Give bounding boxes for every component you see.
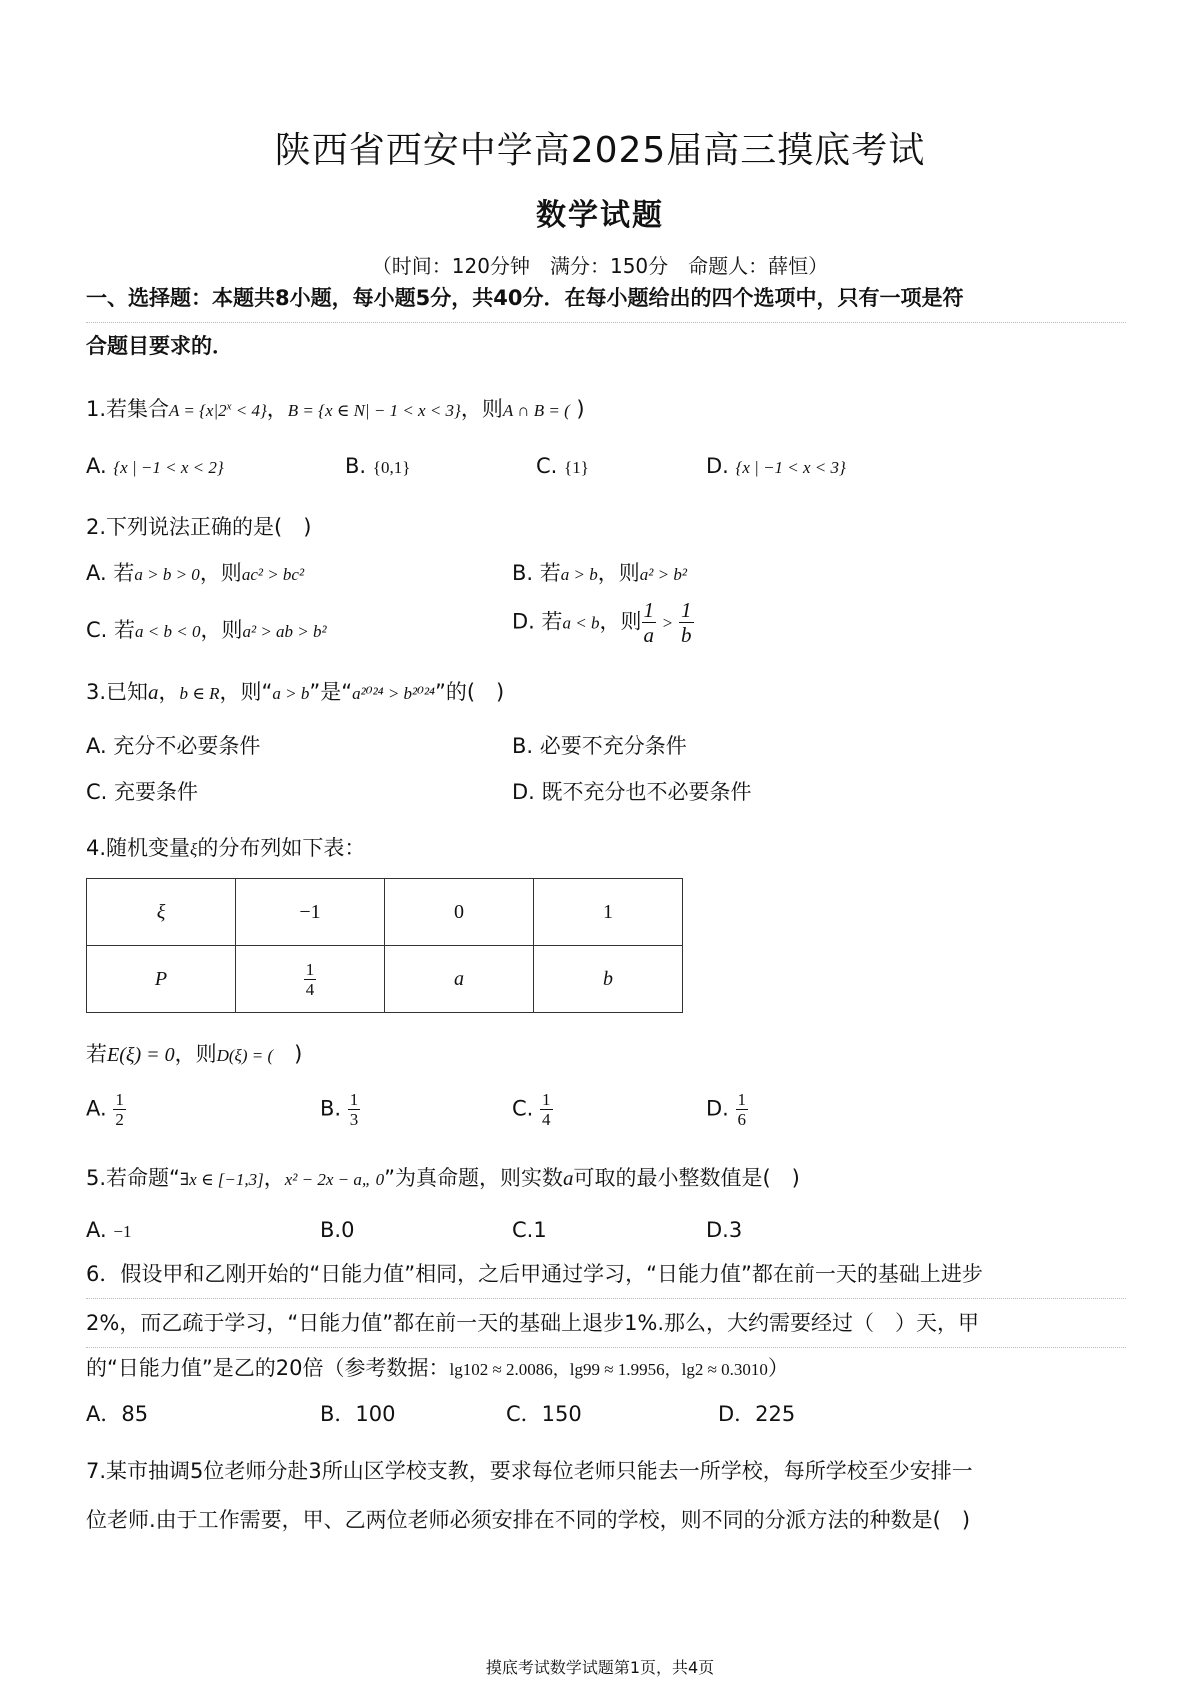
q6-c-text: 150 xyxy=(541,1402,582,1426)
q1-option-d[interactable] xyxy=(706,454,846,478)
q3-c-text: 充要条件 xyxy=(114,780,199,804)
table-cell-xi: ξ xyxy=(87,879,236,946)
q1-prefix: 1.若集合 xyxy=(86,397,170,421)
q6-d-label: D． xyxy=(718,1402,756,1426)
q1-option-a[interactable] xyxy=(86,454,224,478)
q4-a-label: A. xyxy=(86,1096,107,1121)
q5-option-c[interactable] xyxy=(512,1218,547,1242)
q3-d-text: 既不充分也不必要条件 xyxy=(541,780,752,804)
dotted-divider xyxy=(86,322,1126,323)
q2-c-pre: 若 xyxy=(114,618,136,642)
q3-option-c[interactable] xyxy=(86,776,198,806)
q6-c-label: C． xyxy=(506,1402,542,1426)
q4-c-label: C. xyxy=(512,1096,534,1121)
q1-set-a-exp: x xyxy=(226,400,232,413)
q6-line3-post: ） xyxy=(767,1356,789,1380)
table-cell-prob: b xyxy=(534,946,683,1013)
table-frac xyxy=(304,960,317,999)
q5-c-text: 1 xyxy=(533,1218,547,1242)
q3-prefix: 3.已知 xyxy=(86,680,149,704)
exam-title: 陕西省西安中学高2025届高三摸底考试 xyxy=(274,130,926,171)
q4-option-c[interactable] xyxy=(512,1090,553,1129)
q5-option-a[interactable] xyxy=(86,1218,131,1242)
q5-sep: ， xyxy=(263,1166,285,1190)
q2-d-den1: a xyxy=(643,623,655,647)
q6-d-text: 225 xyxy=(755,1402,796,1426)
q2-a-cond: a > b > 0 xyxy=(134,565,200,584)
q4-d-den: 6 xyxy=(737,1110,747,1129)
q2-c-label: C. xyxy=(86,618,108,642)
q4-ask: D(ξ) = ( xyxy=(216,1046,274,1065)
q4-b-num: 1 xyxy=(349,1090,359,1109)
q1-option-b-text: {0,1} xyxy=(372,458,411,477)
distribution-table xyxy=(86,878,683,1013)
q4-stem-pre: 4.随机变量 xyxy=(86,836,191,860)
q2-d-frac-2 xyxy=(679,598,694,647)
q3-b-label: B. xyxy=(512,734,534,758)
table-frac-num: 1 xyxy=(305,959,315,979)
q3-c-label: C. xyxy=(86,780,108,804)
q2-d-num1: 1 xyxy=(643,598,655,622)
q2-c-cond: a < b < 0 xyxy=(135,622,201,641)
q5-c-label: C. xyxy=(512,1218,534,1242)
q2-b-res: a² > b² xyxy=(639,565,687,584)
table-cell-value: 0 xyxy=(385,879,534,946)
q5-b-label: B. xyxy=(320,1218,342,1242)
page-footer: 摸底考试数学试题第1页，共4页 xyxy=(485,1658,715,1677)
table-cell-p: P xyxy=(87,946,236,1013)
q1-option-c[interactable] xyxy=(536,454,589,478)
q2-b-mid: ，则 xyxy=(597,561,640,585)
q1-suffix: ，则 xyxy=(460,397,503,421)
q4-d-label: D. xyxy=(706,1096,729,1121)
q1-option-b-label: B. xyxy=(345,454,367,478)
q4-option-d[interactable] xyxy=(706,1090,748,1129)
q1-option-d-text: {x | −1 < x < 3} xyxy=(735,458,846,477)
q6-option-d[interactable] xyxy=(718,1398,795,1428)
q2-option-d[interactable] xyxy=(512,598,694,647)
q3-option-d[interactable] xyxy=(512,776,752,806)
q1-set-a-tail: < 4} xyxy=(231,401,267,420)
q3-a-label: A. xyxy=(86,734,107,758)
question-6-line1: 6．假设甲和乙刚开始的“日能力值”相同，之后甲通过学习，“日能力值”都在前一天的基础上进步 xyxy=(86,1262,983,1286)
q3-d-label: D. xyxy=(512,780,535,804)
question-7-line1: 7.某市抽调5位老师分赴3所山区学校支教，要求每位老师只能去一所学校，每所学校至少安排一 xyxy=(86,1459,973,1483)
section-heading-line1: 一、选择题：本题共8小题，每小题5分，共40分．在每小题给出的四个选项中，只有一项是符 xyxy=(86,286,964,310)
q4-b-den: 3 xyxy=(349,1110,359,1129)
q6-option-b[interactable] xyxy=(320,1398,396,1428)
q2-d-num2: 1 xyxy=(681,598,692,622)
q4-a-frac xyxy=(113,1090,126,1129)
question-4-stem xyxy=(86,832,365,862)
q3-b-text: 必要不充分条件 xyxy=(539,734,687,758)
q4-b-label: B. xyxy=(320,1096,342,1121)
q2-c-res: a² > ab > b² xyxy=(242,622,327,641)
question-1-stem xyxy=(86,393,585,423)
table-row xyxy=(87,946,683,1013)
q6-option-a[interactable] xyxy=(86,1398,148,1428)
q6-ref-data: lg102 ≈ 2.0086，lg99 ≈ 1.9956，lg2 ≈ 0.3010 xyxy=(449,1360,768,1379)
table-row xyxy=(87,879,683,946)
q6-option-c[interactable] xyxy=(506,1398,582,1428)
q1-set-a-text: A = {x|2 xyxy=(169,401,227,420)
q2-a-label: A. xyxy=(86,561,107,585)
dotted-divider xyxy=(86,1347,1126,1348)
q6-line3-pre: 的“日能力值”是乙的20倍（参考数据： xyxy=(86,1356,450,1380)
q4-xi: ξ xyxy=(190,840,198,859)
q1-set-b: B = {x ∈ N| − 1 < x < 3} xyxy=(287,401,461,420)
q4-b-frac xyxy=(348,1090,361,1129)
q3-then: ，则“ xyxy=(219,680,273,704)
table-cell-value: −1 xyxy=(236,879,385,946)
table-cell-prob: a xyxy=(385,946,534,1013)
q4-option-a[interactable] xyxy=(86,1090,126,1129)
q2-b-pre: 若 xyxy=(539,561,561,585)
q4-d-num: 1 xyxy=(737,1090,747,1109)
dotted-divider xyxy=(86,1298,1126,1299)
q5-suffix: ”为真命题，则实数 xyxy=(384,1166,563,1190)
q2-b-cond: a > b xyxy=(560,565,598,584)
q3-tail: ”的( ) xyxy=(434,680,505,704)
q5-b-text: 0 xyxy=(341,1218,355,1242)
q5-tail: 可取的最小整数值是( ) xyxy=(573,1166,800,1190)
subject-title: 数学试题 xyxy=(536,198,664,233)
q2-c-mid: ，则 xyxy=(200,618,243,642)
q4-c-frac xyxy=(540,1090,553,1129)
q4-a-den: 2 xyxy=(115,1110,124,1129)
q2-a-res: ac² > bc² xyxy=(241,565,305,584)
q5-expr2: x² − 2x − a„ 0 xyxy=(284,1170,385,1189)
q2-d-gt: > xyxy=(662,613,673,633)
question-3-stem xyxy=(86,676,504,706)
table-frac-den: 4 xyxy=(305,979,315,999)
q3-p: a > b xyxy=(272,684,310,703)
q1-option-b[interactable] xyxy=(345,454,410,478)
q3-sep: ， xyxy=(158,680,180,704)
q6-b-text: 100 xyxy=(355,1402,396,1426)
q4-option-b[interactable] xyxy=(320,1090,360,1129)
q1-set-a xyxy=(169,401,267,420)
q2-a-pre: 若 xyxy=(113,561,135,585)
q6-a-text: 85 xyxy=(121,1402,149,1426)
q4-stem-post: 的分布列如下表： xyxy=(197,836,366,860)
q4-c-den: 4 xyxy=(542,1110,551,1129)
q5-expr1: ∃x ∈ [−1,3] xyxy=(179,1170,264,1189)
question-5-stem xyxy=(86,1162,800,1192)
q2-d-cond: a < b xyxy=(562,613,600,633)
q2-d-pre: 若 xyxy=(541,609,563,634)
table-cell-prob xyxy=(236,946,385,1013)
q4-cond-mid: ，则 xyxy=(174,1042,217,1066)
q1-option-a-text: {x | −1 < x < 2} xyxy=(113,458,224,477)
exam-info: （时间：120分钟 满分：150分 命题人：薛恒） xyxy=(371,254,829,278)
q1-option-a-label: A. xyxy=(86,454,107,478)
q6-a-label: A． xyxy=(86,1402,122,1426)
q2-a-mid: ，则 xyxy=(199,561,242,585)
q1-option-c-label: C. xyxy=(536,454,558,478)
q2-d-mid: ，则 xyxy=(599,609,642,634)
q2-b-label: B. xyxy=(512,561,534,585)
q2-option-c[interactable] xyxy=(86,614,327,644)
q5-a-label: A. xyxy=(86,1218,107,1242)
q3-a: a xyxy=(148,680,159,704)
q1-option-d-label: D. xyxy=(706,454,729,478)
q6-b-label: B． xyxy=(320,1402,356,1426)
q2-option-a[interactable] xyxy=(86,557,304,587)
q2-d-den2: b xyxy=(681,623,692,647)
q5-prefix: 5.若命题“ xyxy=(86,1166,180,1190)
q4-c-num: 1 xyxy=(542,1090,551,1109)
q3-option-a[interactable] xyxy=(86,730,260,760)
q3-option-b[interactable] xyxy=(512,730,687,760)
table-cell-value: 1 xyxy=(534,879,683,946)
q1-option-c-text: {1} xyxy=(564,458,589,477)
q1-close: ) xyxy=(569,397,585,421)
q5-a-text: −1 xyxy=(113,1222,132,1241)
q3-q: a²⁰²⁴ > b²⁰²⁴ xyxy=(352,684,435,703)
question-6-line2: 2%，而乙疏于学习，“日能力值”都在前一天的基础上退步1%.那么，大约需要经过（ ）天，甲 xyxy=(86,1311,980,1335)
question-2-stem: 2.下列说法正确的是( ) xyxy=(86,515,312,539)
q4-ask-close: ) xyxy=(273,1042,303,1066)
question-7-line2: 位老师.由于工作需要，甲、乙两位老师必须安排在不同的学校，则不同的分派方法的种数是( ) xyxy=(86,1508,971,1532)
q3-a-text: 充分不必要条件 xyxy=(113,734,261,758)
question-4-condition xyxy=(86,1038,302,1068)
question-6-line3 xyxy=(86,1352,789,1382)
q5-a: a xyxy=(562,1166,574,1190)
q3-is: ”是“ xyxy=(309,680,353,704)
q2-d-frac-1 xyxy=(642,598,657,647)
q4-d-frac xyxy=(736,1090,749,1129)
section-heading-line2: 合题目要求的． xyxy=(86,334,233,358)
q5-option-b[interactable] xyxy=(320,1218,354,1242)
q3-cond: b ∈ R xyxy=(179,684,220,703)
q2-option-b[interactable] xyxy=(512,557,687,587)
q1-mid: ， xyxy=(266,397,288,421)
q4-cond: E(ξ) = 0 xyxy=(107,1044,175,1066)
q5-option-d[interactable] xyxy=(706,1218,742,1242)
q4-a-num: 1 xyxy=(115,1090,124,1109)
q5-d-label: D. xyxy=(706,1218,729,1242)
q5-d-text: 3 xyxy=(728,1218,743,1242)
q4-cond-pre: 若 xyxy=(86,1042,107,1066)
q1-expr: A ∩ B = ( xyxy=(502,401,570,420)
q2-d-label: D. xyxy=(512,609,535,634)
